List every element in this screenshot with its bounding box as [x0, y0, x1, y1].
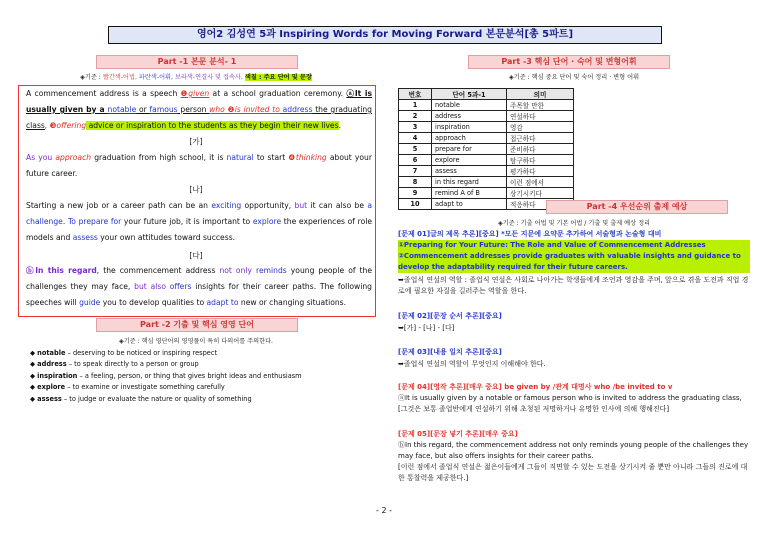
passage-para-2: As you approach graduation from high school, it is natural to start ❹thinking about your future career. — [26, 153, 372, 178]
part2-heading: Part -2 기출 및 핵심 영영 단어 — [96, 318, 298, 332]
passage-para-3: Starting a new job or a career path can be an exciting opportunity, but it can also be a challenge. To prepare for your future job, it is important to explore the experiences of role models and assess your own attitudes toward success. — [26, 201, 373, 242]
question-4-answer-en: ⓐIt is usually given by a notable or famous person who is invited to address the graduating class, — [398, 394, 742, 402]
vocab-table — [398, 88, 574, 210]
question-5 — [398, 428, 750, 484]
table-row: 3 inspiration 영감 — [399, 122, 574, 133]
question-1-option-2: ②Commencement addresses provide graduates with valuable insights and guidance to develop the adaptability required for their future careers. — [398, 251, 750, 273]
question-1-title: [문제 01]글의 제목 추론][중요] *모든 지문에 요약문 추가하여 서술형과 논술형 대비 — [398, 230, 662, 238]
part4-heading: Part -4 우선순위 출제 예상 — [546, 200, 728, 214]
question-4-title: [문제 04][영작 추론][매우 중요] be given by /관계 대명사 who /be invited to v — [398, 383, 673, 391]
list-item: ◆ notable – deserving to be noticed or inspiring respect — [30, 349, 218, 357]
question-5-title: [문제 05][문장 넣기 추론][매우 중요] — [398, 430, 518, 438]
list-item: ◆ address – to speak directly to a person or group — [30, 360, 199, 369]
list-item: ◆ explore – to examine or investigate something carefully — [30, 383, 225, 392]
question-3-answer: ➥졸업식 연설의 역할이 무엇인지 이해해야 한다. — [398, 360, 546, 368]
vocab-list — [30, 348, 302, 405]
table-row: 4 approach 접근하다 — [399, 133, 574, 144]
list-item: ◆ inspiration – a feeling, person, or thing that gives bright ideas and enthusiasm — [30, 371, 302, 380]
table-row: 10 adapt to 적응하다 — [399, 199, 574, 210]
table-row: 5 prepare for 준비하다 — [399, 144, 574, 155]
question-5-answer-ko: [이런 점에서 졸업식 연설은 젊은이들에게 그들이 직면할 수 있는 도전을 상기시켜 줄 뿐만 아니라 그들의 진로에 대한 통찰력을 제공한다.] — [398, 463, 748, 482]
part1-criteria: ◈기준 : 빨간색-어법, 파란색-어휘, 보라색-연결사 및 접속사, 색칠 : 주요 단어 및 문장 — [80, 74, 312, 81]
table-row: 7 assess 평가하다 — [399, 166, 574, 177]
list-item: ◆ assess – to judge or evaluate the nature or quality of something — [30, 394, 252, 403]
part4-criteria: ◈기준 : 기출 어법 및 기본 어법 / 기출 및 출제 예상 정리 — [497, 220, 651, 227]
question-4-answer-ko: [그것은 보통 졸업반에게 연설하기 위해 초청된 저명하거나 유명한 인사에 의해 행해진다] — [398, 405, 670, 413]
table-header-row: 번호 단어 5과-1 의미 — [399, 89, 574, 100]
marker-ga: [가] — [189, 137, 203, 146]
part1-heading: Part -1 본문 분석- 1 — [96, 55, 298, 69]
passage-para-1: A commencement address is a speech ❶given at a school graduation ceremony. ⓐIt is usually given by a notable or famous person who ❷is invited to address the graduating class, ❸offering advice or inspiration to the students as they begin their new lives. — [26, 89, 372, 130]
document-title: 영어2 김성연 5과 Inspiring Words for Moving Forward 본문분석[총 5파트] — [108, 26, 662, 44]
marker-da: [다] — [189, 251, 203, 260]
question-1-option-1: ①Preparing for Your Future: The Role and Value of Commencement Addresses — [398, 240, 750, 251]
question-2 — [398, 310, 750, 334]
passage-para-4: ⓑIn this regard, the commencement address not only reminds young people of the challenges they may face, but also offers insights for their career paths. The following speeches will guide you to develop qualities to adapt to new or changing situations. — [26, 266, 373, 307]
question-1 — [398, 228, 750, 297]
part3-heading: Part -3 핵심 단어 · 숙어 및 변형어휘 — [468, 55, 670, 69]
table-row: 9 remind A of B 상기시키다 — [399, 188, 574, 199]
question-3-title: [문제 03][내용 일치 추론][중요] — [398, 348, 502, 356]
question-5-answer-en: ⓑIn this regard, the commencement address not only reminds young people of the challenges they may face, but also offers insights for their career paths. — [398, 441, 749, 460]
question-4 — [398, 381, 750, 415]
question-2-answer: ➥[가] - [나] - [다] — [398, 324, 455, 332]
question-1-answer: ➥졸업식 연설의 역할 : 졸업식 연설은 사회로 나아가는 학생들에게 조언과 영감을 주며, 앞으로 겪을 도전과 직업 경로에 필요한 자질을 길러주는 역할을 한다. — [398, 276, 749, 295]
part2-criteria: ◈기준 : 핵심 영단어의 영영풀이 특히 다의어를 주의한다. — [118, 338, 274, 345]
part3-criteria: ◈기준 : 핵심 중요 단어 및 숙어 정리 · 변형 어휘 — [508, 74, 640, 81]
table-row: 2 address 연설하다 — [399, 111, 574, 122]
marker-na: [나] — [189, 185, 203, 194]
table-row: 8 in this regard 이런 점에서 — [399, 177, 574, 188]
table-row: 1 notable 주목할 만한 — [399, 100, 574, 111]
question-2-title: [문제 02][문장 순서 추론][중요] — [398, 312, 502, 320]
page-number: - 2 - — [376, 506, 392, 515]
question-3 — [398, 346, 750, 370]
table-row: 6 explore 탐구하다 — [399, 155, 574, 166]
